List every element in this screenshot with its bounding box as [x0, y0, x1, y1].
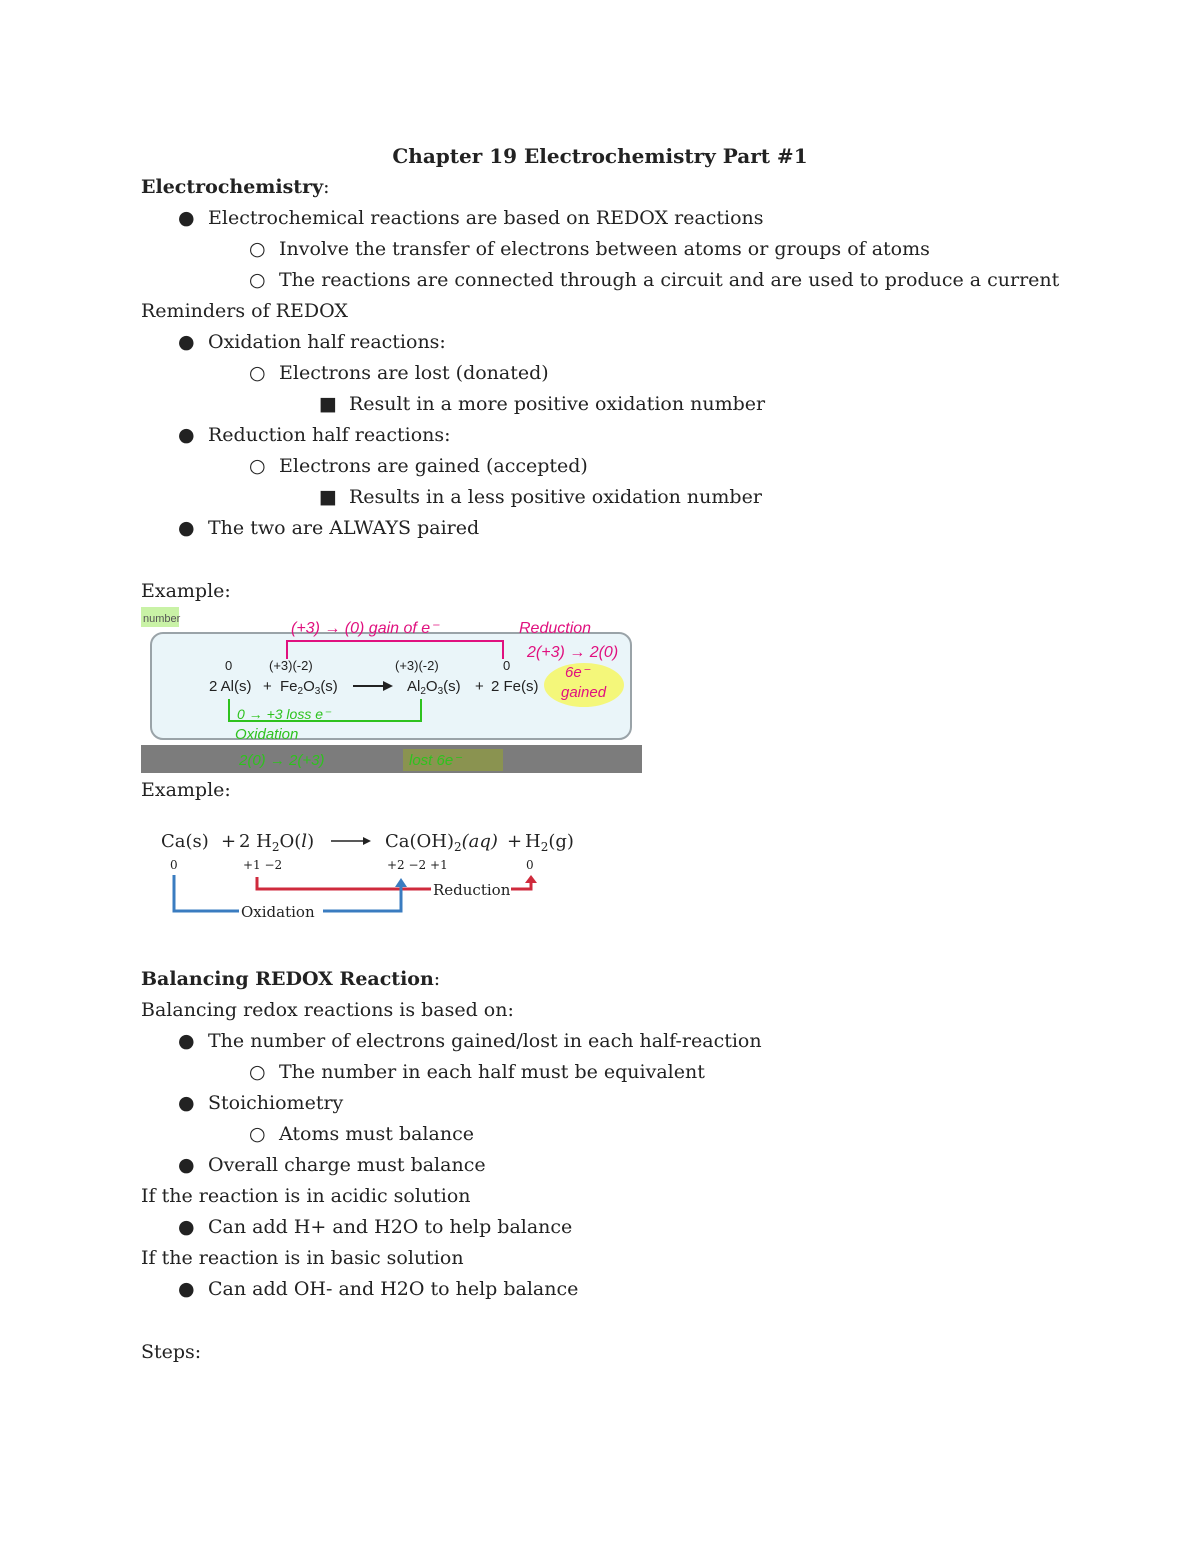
heading-text: Balancing REDOX Reaction: [141, 968, 434, 990]
heading-colon: :: [323, 176, 330, 198]
reduction-word: Reduction: [519, 620, 592, 637]
list-item: [249, 1060, 705, 1084]
list-item-text: The reactions are connected through a circuit and are used to produce a current: [279, 269, 1060, 291]
gained-label: gained: [561, 684, 607, 701]
list-item: [178, 1277, 578, 1301]
square-bullet-icon: ■: [319, 486, 337, 508]
circle-bullet-icon: ○: [249, 1123, 266, 1145]
ox-number-fe: 0: [503, 658, 511, 673]
list-item-text: Oxidation half reactions:: [208, 331, 446, 353]
product-caoh2: $Ca(OH)_2(aq)$: [385, 831, 498, 854]
list-item: [319, 485, 762, 509]
list-item-text: Electrons are lost (donated): [279, 362, 549, 384]
section-heading-reminders: Reminders of REDOX: [141, 300, 348, 322]
list-item-text: Result in a more positive oxidation number: [349, 393, 766, 415]
list-item-text: Can add H+ and H2O to help balance: [208, 1216, 573, 1238]
product-h2: $H_2(g)$: [525, 831, 574, 854]
heading-colon: :: [433, 968, 441, 990]
reactant-al: 2 Al(s): [209, 678, 252, 695]
bullet-icon: ●: [178, 517, 195, 539]
paragraph: Balancing redox reactions is based on:: [141, 999, 514, 1021]
bullet-icon: ●: [178, 331, 195, 353]
circle-bullet-icon: ○: [249, 269, 266, 291]
list-item: [178, 1153, 486, 1177]
plus-sign: +: [221, 831, 237, 852]
example-label-1: Example:: [141, 580, 231, 602]
list-item-text: Reduction half reactions:: [208, 424, 451, 446]
list-item-text: Electrochemical reactions are based on REDOX reactions: [208, 207, 764, 229]
bullet-icon: ●: [178, 1030, 195, 1052]
redox-example-figure-1: [141, 607, 642, 773]
oxidation-equation: 2(0) → 2(+3): [239, 752, 325, 769]
plus-sign: +: [475, 678, 484, 695]
ox-number-fe2o3: (+3)(-2): [269, 658, 313, 673]
circle-bullet-icon: ○: [249, 1061, 266, 1083]
reduction-label: Reduction: [433, 881, 511, 899]
list-item-text: Overall charge must balance: [208, 1154, 486, 1176]
ox-number-h2o: +1 −2: [243, 858, 283, 872]
bullet-icon: ●: [178, 1154, 195, 1176]
paragraph: If the reaction is in basic solution: [141, 1247, 464, 1269]
circle-bullet-icon: ○: [249, 455, 266, 477]
ox-number-caoh2: +2 −2 +1: [387, 858, 448, 872]
list-item: [249, 1122, 474, 1146]
list-item: [178, 423, 451, 447]
plus-sign: +: [507, 831, 523, 852]
list-item: [319, 392, 765, 416]
example-label-2: Example:: [141, 779, 231, 801]
list-item-text: Atoms must balance: [279, 1123, 474, 1145]
bullet-icon: ●: [178, 1216, 195, 1238]
product-al2o3: $Al_2O_3(s)$: [407, 678, 461, 697]
reactant-ca: Ca(s): [161, 831, 209, 852]
ox-number-h2: 0: [526, 858, 534, 872]
product-fe: 2 Fe(s): [491, 678, 539, 695]
list-item: [249, 237, 930, 261]
list-item: [178, 206, 764, 230]
heading-text: Electrochemistry: [141, 176, 324, 198]
paragraph: If the reaction is in acidic solution: [141, 1185, 471, 1207]
bullet-icon: ●: [178, 1278, 195, 1300]
reactant-h2o: 2 $H_2O(l)$: [239, 831, 315, 854]
list-item: [178, 1029, 762, 1053]
bullet-icon: ●: [178, 1092, 195, 1114]
circle-bullet-icon: ○: [249, 362, 266, 384]
oxidation-word: Oxidation: [235, 726, 299, 743]
redox-example-figure-2: [141, 825, 591, 925]
oxidation-change-note: 0 → +3 loss e⁻: [237, 706, 331, 722]
six-electrons-label: 6e⁻: [565, 664, 590, 681]
list-item-text: Electrons are gained (accepted): [279, 455, 588, 477]
square-bullet-icon: ■: [319, 393, 337, 415]
reactant-fe2o3: $Fe_2O_3(s)$: [280, 678, 338, 697]
plus-sign: +: [263, 678, 272, 695]
list-item-text: Involve the transfer of electrons between atoms or groups of atoms: [279, 238, 930, 260]
section-heading-electrochemistry: [141, 175, 330, 199]
list-item-text: Results in a less positive oxidation number: [349, 486, 762, 508]
circle-bullet-icon: ○: [249, 238, 266, 260]
list-item: [178, 330, 446, 354]
list-item-text: The number of electrons gained/lost in each half-reaction: [208, 1030, 762, 1052]
section-heading-balancing: [141, 967, 440, 991]
list-item: [178, 516, 479, 540]
paragraph: Steps:: [141, 1341, 202, 1363]
list-item-text: The number in each half must be equivalent: [279, 1061, 705, 1083]
list-item-text: Can add OH- and H2O to help balance: [208, 1278, 579, 1300]
oxidation-label: Oxidation: [241, 903, 315, 921]
ox-number-ca: 0: [170, 858, 178, 872]
list-item: [178, 1215, 572, 1239]
list-item-text: The two are ALWAYS paired: [208, 517, 480, 539]
list-item: [178, 1091, 343, 1115]
figure-tag-text: number: [143, 613, 181, 625]
ox-number-al: 0: [225, 658, 233, 673]
list-item: [249, 454, 588, 478]
page-title: Chapter 19 Electrochemistry Part #1: [392, 144, 808, 168]
reduction-equation: 2(+3) → 2(0): [527, 644, 619, 661]
bullet-icon: ●: [178, 207, 195, 229]
list-item: [249, 268, 1059, 292]
bullet-icon: ●: [178, 424, 195, 446]
list-item-text: Stoichiometry: [208, 1092, 344, 1114]
lost-electrons-label: lost 6e⁻: [409, 752, 462, 769]
list-item: [249, 361, 549, 385]
reduction-change-note: (+3) → (0) gain of e⁻: [291, 620, 439, 637]
ox-number-al2o3: (+3)(-2): [395, 658, 439, 673]
